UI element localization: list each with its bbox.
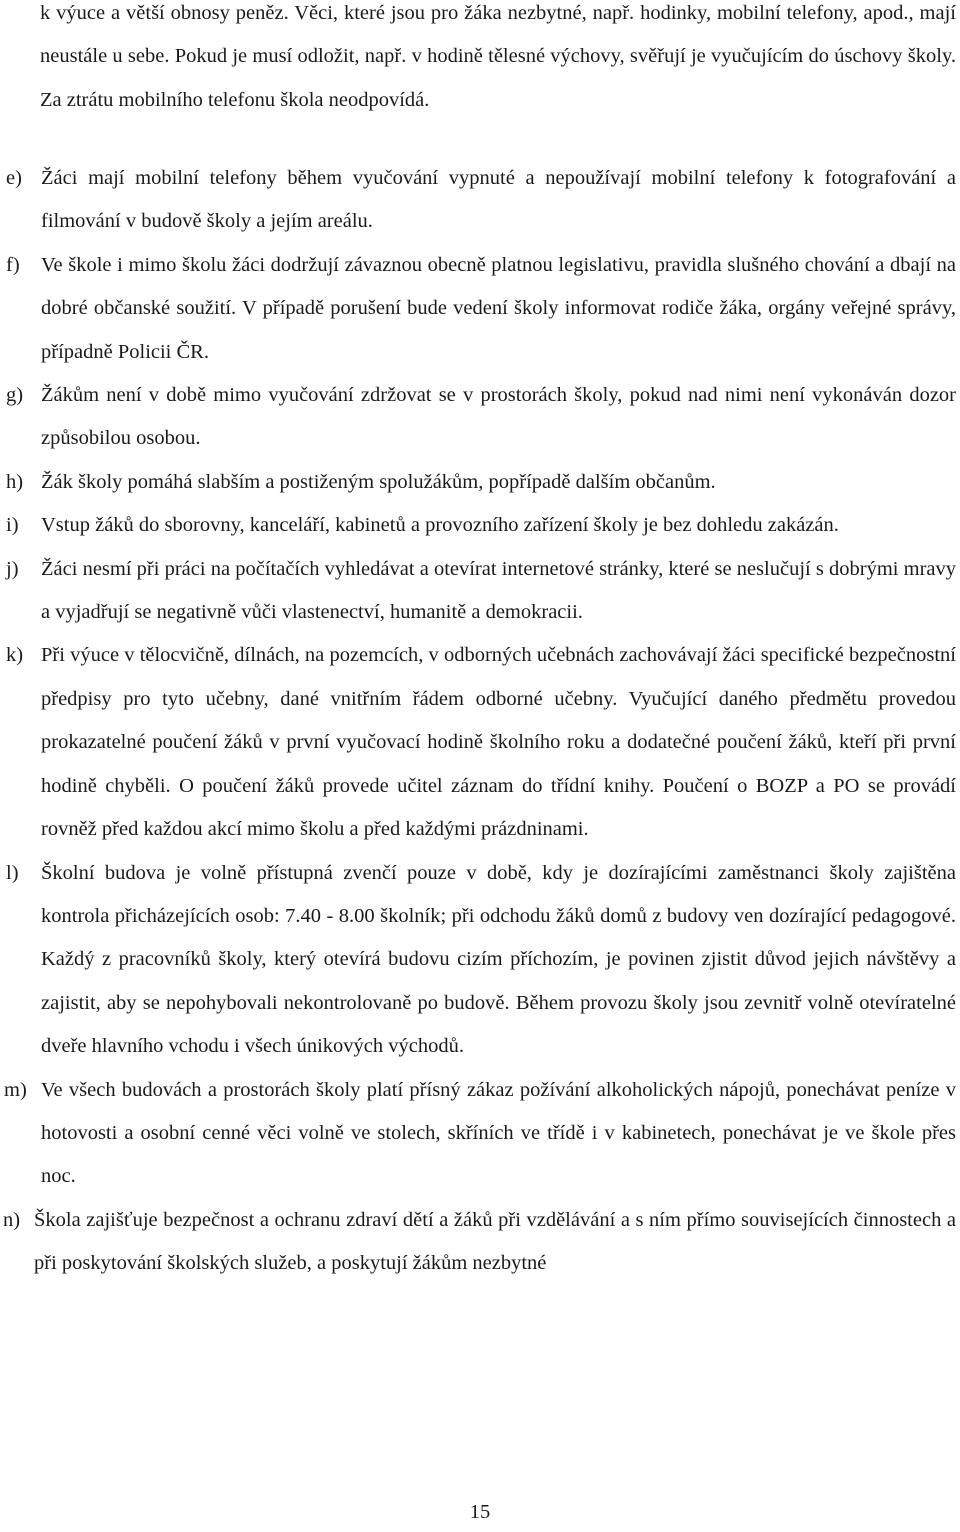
list-marker: i): [6, 514, 19, 537]
page-number: 15: [469, 1501, 491, 1523]
list-item-text: Žákům není v době mimo vyučování zdržovat se v prostorách školy, pokud nad nimi není vykonáván dozor způsobilou osobou.: [41, 384, 956, 450]
list-marker: l): [6, 861, 19, 884]
list-marker: j): [6, 557, 19, 580]
list-item-j: [0, 548, 960, 635]
list-item-l: [0, 852, 960, 1069]
list-item-k: [0, 634, 960, 851]
list-marker: h): [6, 470, 24, 493]
list-item-m: [0, 1069, 960, 1199]
list-marker: f): [6, 253, 20, 276]
list-marker: e): [6, 167, 22, 189]
list-item-h: [0, 461, 960, 504]
continuation-paragraph: k výuce a větší obnosy peněz. Věci, které jsou pro žáka nezbytné, např. hodinky, mobilní telefony, apod., mají neustále u sebe. Pokud je musí odložit, např. v hodině tělesné výchovy, svěřují je vyučujícím do úschovy školy. Za ztrátu mobilního telefonu škola neodpovídá.: [40, 2, 956, 111]
list-marker: n): [3, 1208, 21, 1231]
list-item-text: Škola zajišťuje bezpečnost a ochranu zdraví dětí a žáků při vzdělávání a s ním přímo souvisejících činnostech a při poskytování školských služeb, a poskytují žákům nezbytné: [34, 1208, 956, 1275]
list-item-text: Školní budova je volně přístupná zvenčí pouze v době, kdy je dozírajícími zaměstnanci školy zajištěna kontrola přicházejících osob: 7.40 - 8.00 školník; při odchodu žáků domů z budovy ven dozírající pedagogové. Každý z pracovníků školy, který otevírá budovu cizím příchozím, je povinen zjistit důvod jejich návštěvy a zajistit, aby se nepohybovali nekontrolovaně po budově. Během provozu školy jsou zevnitř volně otevíratelné dveře hlavního vchodu i všech únikových východů.: [41, 861, 956, 1058]
list-item-text: Ve škole i mimo školu žáci dodržují závaznou obecně platnou legislativu, pravidla slušného chování a dbají na dobré občanské soužití. V případě porušení bude vedení školy informovat rodiče žáka, orgány veřejné správy, případně Policii ČR.: [41, 253, 956, 363]
list-item-text: Při výuce v tělocvičně, dílnách, na pozemcích, v odborných učebnách zachovávají žáci specifické bezpečnostní předpisy pro tyto učebny, dané vnitřním řádem odborné učebny. Vyučující daného předmětu provedou prokazatelné poučení žáků v první vyučovací hodině školního roku a dodatečné poučení žáků, kteří při první hodině chyběli. O poučení žáků provede učitel záznam do třídní knihy. Poučení o BOZP a PO se provádí rovněž před každou akcí mimo školu a před každými prázdninami.: [41, 644, 956, 841]
list-item-e: [0, 157, 960, 244]
list-item-g: [0, 374, 960, 461]
rules-list: [0, 157, 960, 1286]
list-item-f: [0, 244, 960, 374]
list-item-text: Vstup žáků do sborovny, kanceláří, kabinetů a provozního zařízení školy je bez dohledu zakázán.: [41, 514, 839, 537]
list-marker: g): [6, 384, 24, 407]
list-marker: m): [4, 1078, 27, 1101]
list-item-n: [0, 1199, 960, 1286]
list-marker: k): [6, 644, 24, 667]
list-item-text: Žáci mají mobilní telefony během vyučování vypnuté a nepoužívají mobilní telefony k fotografování a filmování v budově školy a jejím areálu.: [41, 167, 956, 233]
list-item-i: [0, 504, 960, 547]
list-item-text: Žák školy pomáhá slabším a postiženým spolužákům, popřípadě dalším občanům.: [41, 470, 716, 493]
list-item-text: Ve všech budovách a prostorách školy platí přísný zákaz požívání alkoholických nápojů, ponechávat peníze v hotovosti a osobní cenné věci volně ve stolech, skříních ve třídě i v kabinetech, ponechávat je ve škole přes noc.: [41, 1078, 956, 1188]
list-item-text: Žáci nesmí při práci na počítačích vyhledávat a otevírat internetové stránky, které se neslučují s dobrými mravy a vyjadřují se negativně vůči vlastenectví, humanitě a demokracii.: [41, 557, 956, 624]
